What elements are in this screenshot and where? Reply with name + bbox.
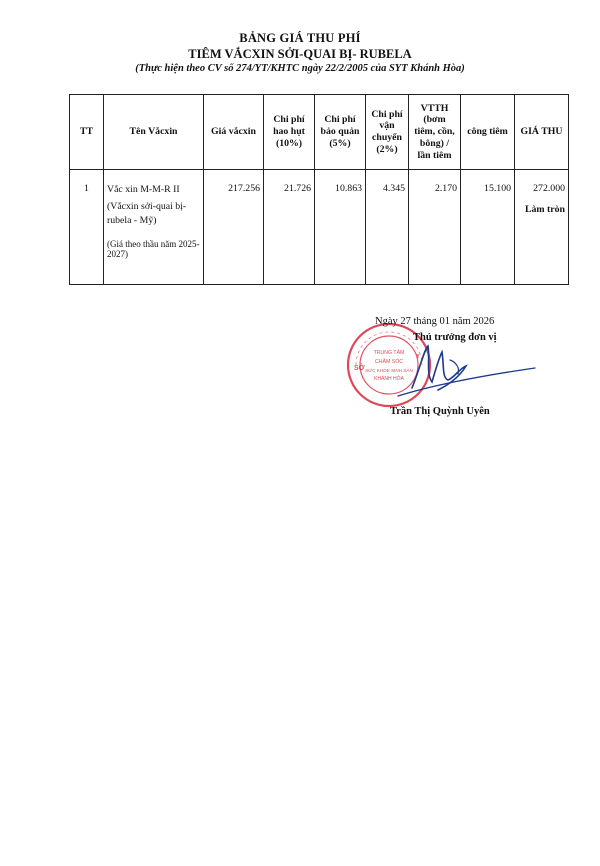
vaccine-desc-line1: (Vắcxin sởi-quai bị-	[107, 201, 187, 213]
cell-loss: 21.726	[264, 170, 315, 285]
rounding-note: Làm tròn	[524, 204, 565, 215]
col-header-storage-line: Chi phí	[324, 114, 356, 126]
col-header-transport-line: chuyển	[372, 132, 402, 143]
cell-supplies: 2.170	[409, 170, 461, 285]
col-header-storage-line: bảo quản	[320, 126, 360, 138]
col-header-supplies-line: lần tiêm	[417, 149, 452, 161]
col-header-tt: TT	[70, 95, 104, 170]
col-header-transport-line: (2%)	[376, 143, 398, 155]
col-header-supplies	[409, 95, 461, 170]
signature-date: Ngày 27 tháng 01 năm 2026	[375, 316, 495, 327]
price-table	[69, 94, 569, 285]
svg-text:Y: Y	[416, 354, 421, 360]
cell-injection: 15.100	[461, 170, 515, 285]
col-header-storage-line: (5%)	[329, 137, 351, 149]
vaccine-name: Vắc xin M-M-R II	[107, 184, 180, 195]
cell-storage: 10.863	[315, 170, 366, 285]
col-header-total: GIÁ THU	[515, 95, 569, 170]
col-header-transport-line: Chi phí	[371, 108, 403, 120]
col-header-transport	[366, 95, 409, 170]
svg-text:SỨC KHỎE SINH SẢN: SỨC KHỎE SINH SẢN	[365, 368, 413, 373]
col-header-injection: công tiêm	[461, 95, 515, 170]
signer-name: Trần Thị Quỳnh Uyên	[390, 406, 490, 417]
col-header-supplies-line: (bơm	[423, 114, 446, 126]
table-row	[70, 170, 569, 285]
col-header-loss-line: (10%)	[275, 137, 303, 149]
table-header-row	[70, 95, 569, 170]
svg-text:KHÁNH HÒA: KHÁNH HÒA	[374, 376, 404, 382]
signature-icon	[390, 338, 540, 402]
cell-price: 217.256	[204, 170, 264, 285]
cell-total	[515, 170, 569, 285]
svg-text:CHĂM SÓC: CHĂM SÓC	[375, 359, 403, 365]
col-header-supplies-line: VTTH	[420, 102, 449, 114]
col-header-name: Tên Vắcxin	[104, 95, 204, 170]
svg-text:TRUNG TÂM: TRUNG TÂM	[373, 350, 405, 356]
signer-role: Thủ trưởng đơn vị	[413, 332, 497, 343]
cell-transport: 4.345	[366, 170, 409, 285]
svg-text:SỞ: SỞ	[354, 365, 365, 372]
cell-vaccine-name	[104, 170, 204, 285]
col-header-storage	[315, 95, 366, 170]
document-subtitle-vaccine: TIÊM VẮCXIN SỞI-QUAI BỊ- RUBELA	[188, 47, 412, 61]
col-header-loss	[264, 95, 315, 170]
col-header-supplies-line: bông) /	[419, 137, 450, 149]
total-value: 272.000	[533, 183, 565, 194]
col-header-loss-line: Chi phí	[273, 114, 305, 126]
col-header-price: Giá vắcxin	[204, 95, 264, 170]
col-header-transport-line: vận	[379, 120, 395, 132]
cell-tt: 1	[70, 170, 104, 285]
col-header-supplies-line: tiêm, cồn,	[414, 126, 455, 138]
document-title: BẢNG GIÁ THU PHÍ	[239, 31, 361, 45]
col-header-loss-line: hao hụt	[273, 126, 305, 138]
vaccine-price-note: (Giá theo thầu năm 2025-2027)	[107, 238, 200, 259]
document-reference-note: (Thực hiện theo CV số 274/YT/KHTC ngày 22/2/2005 của SYT Khánh Hòa)	[135, 63, 465, 74]
vaccine-desc-line2: rubela - Mỹ)	[107, 215, 157, 227]
